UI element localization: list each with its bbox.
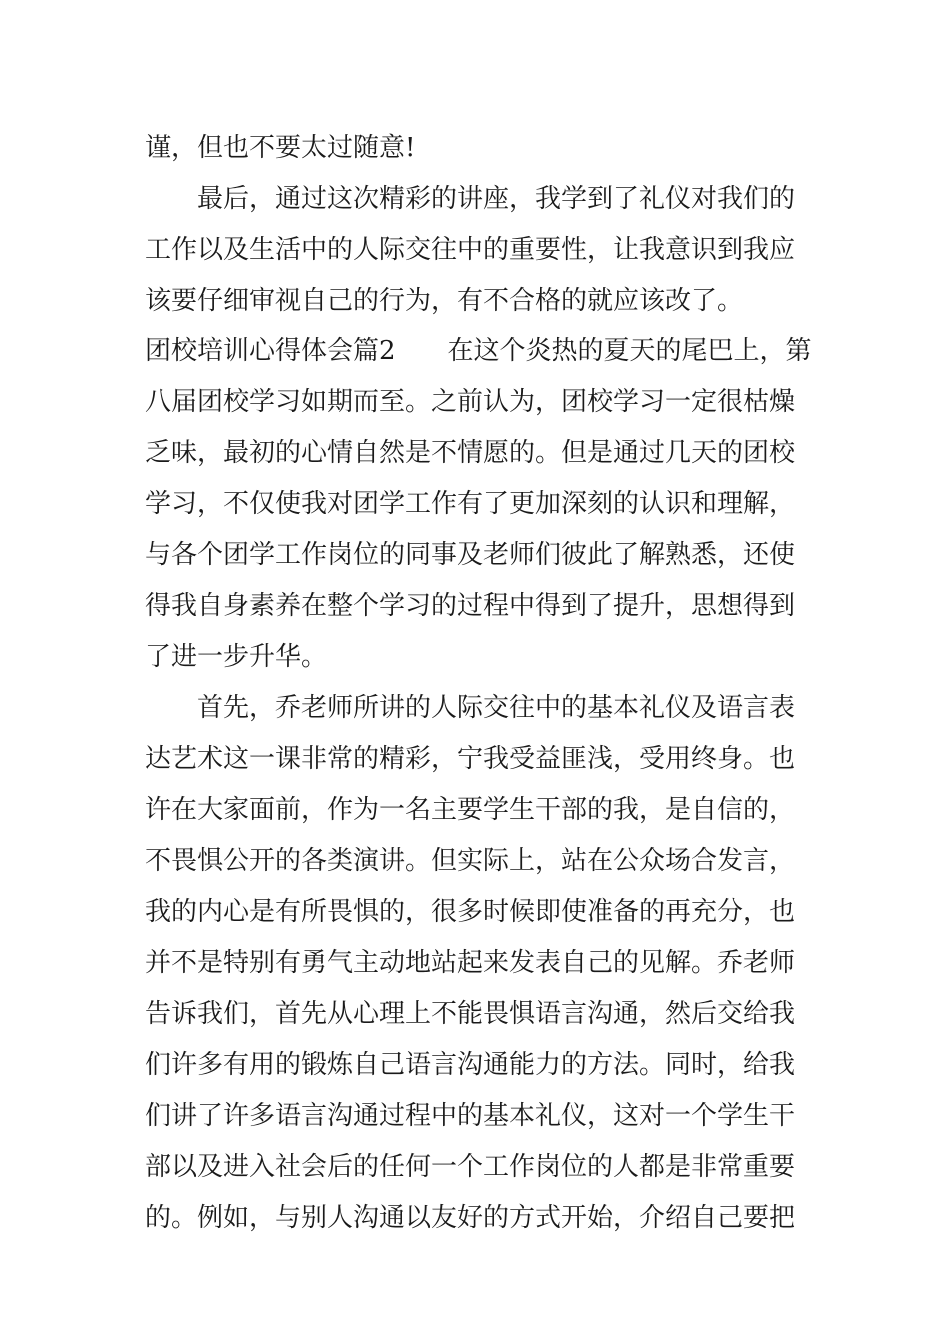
text-line (0, 1141, 950, 1193)
text-line-content: 部以及进入社会后的任何一个工作岗位的人都是非常重要 (145, 1152, 796, 1182)
text-line (0, 173, 950, 225)
text-line (0, 325, 950, 377)
text-line-content: 八届团校学习如期而至。之前认为，团校学习一定很枯燥 (145, 387, 796, 417)
text-line-content: 并不是特别有勇气主动地站起来发表自己的见解。乔老师 (145, 948, 796, 978)
text-line-content: 不畏惧公开的各类演讲。但实际上，站在公众场合发言， (145, 846, 796, 876)
text-line (0, 1090, 950, 1142)
text-line (0, 122, 950, 174)
text-line (0, 376, 950, 428)
text-line-content: 工作以及生活中的人际交往中的重要性，让我意识到我应 (145, 235, 796, 265)
text-line (0, 682, 950, 734)
text-line-content: 们许多有用的锻炼自己语言沟通能力的方法。同时，给我 (145, 1050, 796, 1080)
text-line-content: 学习，不仅使我对团学工作有了更加深刻的认识和理解， (145, 489, 796, 519)
text-line-content: 首先，乔老师所讲的人际交往中的基本礼仪及语言表 (197, 693, 796, 723)
text-line (0, 275, 950, 327)
text-line-content: 达艺术这一课非常的精彩，宁我受益匪浅，受用终身。也 (145, 744, 796, 774)
text-line (0, 784, 950, 836)
text-line (0, 631, 950, 683)
text-line (0, 835, 950, 887)
text-line (0, 937, 950, 989)
text-line-content: 了进一步升华。 (145, 642, 328, 672)
text-line (0, 224, 950, 276)
text-line (0, 580, 950, 632)
section-heading-line: 团校培训心得体会篇2 在这个炎热的夏天的尾巴上，第 (145, 336, 812, 366)
text-line-content: 的。例如，与别人沟通以友好的方式开始，介绍自己要把 (145, 1203, 796, 1233)
text-line-content: 许在大家面前，作为一名主要学生干部的我，是自信的， (145, 795, 796, 825)
text-line (0, 988, 950, 1040)
text-line-content: 们讲了许多语言沟通过程中的基本礼仪，这对一个学生干 (145, 1101, 796, 1131)
text-line (0, 733, 950, 785)
text-line (0, 1192, 950, 1244)
text-line (0, 529, 950, 581)
text-line (0, 1039, 950, 1091)
text-line-content: 得我自身素养在整个学习的过程中得到了提升，思想得到 (145, 591, 796, 621)
text-line-content: 该要仔细审视自己的行为，有不合格的就应该改了。 (145, 286, 744, 316)
text-line-content: 最后，通过这次精彩的讲座，我学到了礼仪对我们的 (197, 184, 796, 214)
text-line-content: 告诉我们，首先从心理上不能畏惧语言沟通，然后交给我 (145, 999, 796, 1029)
text-line-content: 与各个团学工作岗位的同事及老师们彼此了解熟悉，还使 (145, 540, 796, 570)
text-line (0, 427, 950, 479)
text-line (0, 478, 950, 530)
text-line-content: 谨，但也不要太过随意! (145, 133, 416, 163)
text-line (0, 886, 950, 938)
text-line-content: 我的内心是有所畏惧的，很多时候即使准备的再充分，也 (145, 897, 796, 927)
text-line-content: 乏味，最初的心情自然是不情愿的。但是通过几天的团校 (145, 438, 796, 468)
